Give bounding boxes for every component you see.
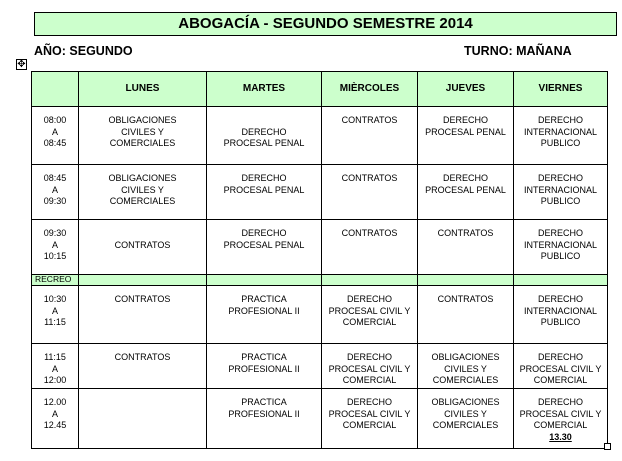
cell-line: COMERCIALES [432,375,499,385]
recess-cell [418,275,514,286]
subject-cell [418,344,514,389]
cell-line: PROCESAL PENAL [223,138,305,148]
cell-line [79,397,206,409]
subject-cell [207,220,322,275]
cell-line: COMERCIAL [533,420,588,430]
table-row [32,286,608,344]
subject-cell [207,344,322,389]
cell-line: PROCESAL PENAL [425,184,506,195]
cell-line: CONTRATOS [114,294,171,304]
time-line: A [51,408,58,419]
time-line: 09:30 [43,196,67,206]
subject-cell [418,165,514,220]
time-line: 08:00 [43,115,67,125]
cell-line: PROCESAL PENAL [223,184,305,195]
subject-cell [418,286,514,344]
subject-cell [79,107,207,165]
cell-line: COMERCIAL [342,420,397,430]
cell-line: PROCESAL CIVIL Y [328,408,411,419]
schedule-table [31,71,608,449]
cell-line: COMERCIAL [342,317,397,327]
subject-cell [418,389,514,449]
recess-cell [79,275,207,286]
subject-cell [418,220,514,275]
time-line: 12.45 [43,420,67,430]
cell-line: PROCESAL CIVIL Y [519,408,602,419]
cell-line: INTERNACIONAL [523,305,597,316]
time-line: 08:45 [43,173,67,183]
subject-cell [207,286,322,344]
subject-cell [79,344,207,389]
table-row [32,389,608,449]
day-header: VIERNES [514,72,608,107]
time-line: 09:30 [43,228,67,238]
time-line: 10:30 [43,294,67,304]
cell-line: COMERCIALES [109,196,176,206]
time-line: 11:15 [44,317,66,327]
subject-cell [514,389,608,449]
subject-cell [514,165,608,220]
cell-line: PRACTICA [241,294,287,304]
cell-line: DERECHO [346,352,392,362]
shift-label: TURNO: MAÑANA [464,44,572,58]
subject-cell [207,165,322,220]
time-slot [32,344,79,389]
cell-line: PROCESAL CIVIL Y [519,363,602,374]
cell-line: CONTRATOS [437,294,494,304]
cell-line: DERECHO [537,173,583,183]
subject-cell [418,107,514,165]
time-slot [32,286,79,344]
time-slot [32,389,79,449]
cell-line: DERECHO [241,126,287,137]
time-line: A [51,305,58,316]
cell-line: PROFESIONAL II [228,305,300,316]
cell-line: CONTRATOS [341,115,398,125]
table-row [32,107,608,165]
subject-cell [322,165,418,220]
day-header: JUEVES [418,72,514,107]
cell-line: PUBLICO [540,138,581,148]
recess-cell [207,275,322,286]
subject-cell [514,220,608,275]
end-time: 13.30 [549,431,572,442]
recess-cell [514,275,608,286]
cell-line: PROCESAL PENAL [223,239,305,250]
table-row [32,220,608,275]
time-line: 08:45 [43,138,67,148]
cell-line: DERECHO [346,294,392,304]
cell-line: DERECHO [537,352,583,362]
cell-line: PUBLICO [540,317,581,327]
subject-cell [79,389,207,449]
cell-line: COMERCIALES [109,138,176,148]
table-move-handle-icon[interactable]: ✥ [17,59,26,70]
subject-cell [79,165,207,220]
cell-line: DERECHO [442,115,488,125]
subject-cell [322,107,418,165]
cell-line: DERECHO [241,228,287,238]
table-row [32,165,608,220]
cell-line: OBLIGACIONES [431,352,500,362]
time-slot [32,107,79,165]
header-row [32,72,608,107]
cell-line: OBLIGACIONES [108,173,177,183]
cell-line: DERECHO [442,173,488,183]
page-title: ABOGACÍA - SEGUNDO SEMESTRE 2014 [34,12,617,36]
cell-line: DERECHO [537,115,583,125]
cell-line: PROFESIONAL II [228,408,300,419]
cell-line: INTERNACIONAL [523,184,597,195]
cell-line: PRACTICA [241,397,287,407]
time-line: 11:15 [44,352,66,362]
cell-line: COMERCIAL [342,375,397,385]
time-slot [32,165,79,220]
cell-line [79,228,206,240]
cell-line: OBLIGACIONES [431,397,500,407]
time-line: A [51,363,58,374]
cell-line: DERECHO [537,294,583,304]
cell-line: CONTRATOS [341,228,398,238]
cell-line: DERECHO [346,397,392,407]
cell-line: CIVILES Y [444,363,487,374]
cell-line: COMERCIALES [432,420,499,430]
corner-cell [32,72,79,107]
recess-row [32,275,608,286]
time-line: 12:00 [43,375,67,385]
time-line: A [51,126,58,137]
subject-cell [322,286,418,344]
table-row [32,344,608,389]
cell-line [207,115,321,127]
subject-cell [322,220,418,275]
subject-cell [514,344,608,389]
cell-line: CONTRATOS [114,239,171,250]
recess-label: RECREO [32,275,79,286]
cell-line: DERECHO [537,397,583,407]
cell-line: PUBLICO [540,251,581,261]
cell-line: PROCESAL PENAL [425,126,506,137]
day-header: MARTES [207,72,322,107]
cell-line: CONTRATOS [437,228,494,238]
day-header: MIÈRCOLES [322,72,418,107]
cell-line: OBLIGACIONES [108,115,177,125]
recess-cell [322,275,418,286]
subject-cell [79,286,207,344]
subject-cell [322,344,418,389]
table-resize-handle[interactable] [604,443,611,450]
subject-cell [207,389,322,449]
cell-line: CONTRATOS [341,173,398,183]
cell-line: PUBLICO [540,196,581,206]
cell-line: PRACTICA [241,352,287,362]
time-line: A [51,184,58,195]
subject-cell [514,107,608,165]
subject-cell [79,220,207,275]
year-label: AÑO: SEGUNDO [34,44,133,58]
subject-cell [207,107,322,165]
subject-cell [322,389,418,449]
cell-line: CIVILES Y [121,184,164,195]
cell-line: PROCESAL CIVIL Y [328,305,411,316]
cell-line: CIVILES Y [444,408,487,419]
cell-line: PROFESIONAL II [228,363,300,374]
time-slot [32,220,79,275]
cell-line: INTERNACIONAL [523,126,597,137]
cell-line: PROCESAL CIVIL Y [328,363,411,374]
cell-line: CIVILES Y [121,126,164,137]
cell-line: DERECHO [537,228,583,238]
subject-cell [514,286,608,344]
cell-line: COMERCIAL [533,375,588,385]
time-line: 10:15 [43,251,67,261]
cell-line: INTERNACIONAL [523,239,597,250]
cell-line: CONTRATOS [114,352,171,362]
time-line: A [51,239,58,250]
cell-line: DERECHO [241,173,287,183]
time-line: 12.00 [43,397,67,407]
day-header: LUNES [79,72,207,107]
